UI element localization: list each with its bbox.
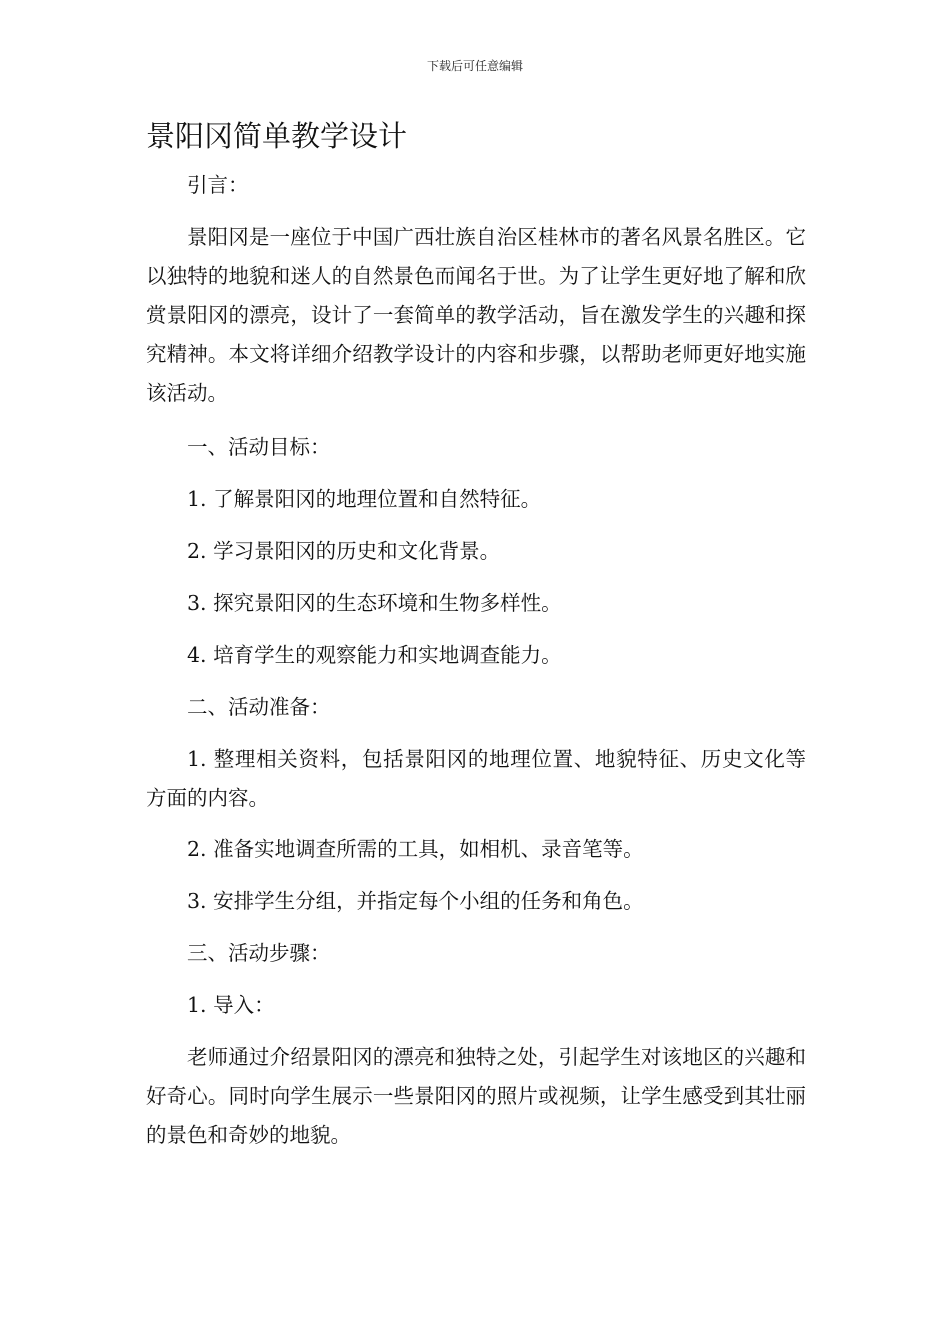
intro-label: 引言： xyxy=(187,173,249,197)
preparation-item: 1. 整理相关资料，包括景阳冈的地理位置、地貌特征、历史文化等方面的内容。 xyxy=(146,747,806,810)
intro-paragraph: 景阳冈是一座位于中国广西壮族自治区桂林市的著名风景名胜区。它以独特的地貌和迷人的自然景色而闻名于世。为了让学生更好地了解和欣赏景阳冈的漂亮，设计了一套简单的教学活动，旨在激发学生的兴趣和探究精神。本文将详细介绍教学设计的内容和步骤，以帮助老师更好地实施该活动。 xyxy=(146,225,806,405)
document-body xyxy=(146,166,806,1168)
step-label: 1. 导入： xyxy=(187,993,275,1017)
section-heading-steps: 三、活动步骤： xyxy=(187,941,331,965)
section-heading-preparation: 二、活动准备： xyxy=(187,695,331,719)
preparation-item: 2. 准备实地调查所需的工具，如相机、录音笔等。 xyxy=(187,837,644,861)
document-title: 景阳冈简单教学设计 xyxy=(146,119,408,153)
section-heading-goals: 一、活动目标： xyxy=(187,435,331,459)
goal-item: 2. 学习景阳冈的历史和文化背景。 xyxy=(187,539,501,563)
goal-item: 3. 探究景阳冈的生态环境和生物多样性。 xyxy=(187,591,562,615)
goal-item: 1. 了解景阳冈的地理位置和自然特征。 xyxy=(187,487,542,511)
step-paragraph: 老师通过介绍景阳冈的漂亮和独特之处，引起学生对该地区的兴趣和好奇心。同时向学生展示一些景阳冈的照片或视频，让学生感受到其壮丽的景色和奇妙的地貌。 xyxy=(146,1045,806,1147)
preparation-item: 3. 安排学生分组，并指定每个小组的任务和角色。 xyxy=(187,889,644,913)
page-header: 下载后可任意编辑 xyxy=(426,59,523,73)
goal-item: 4. 培育学生的观察能力和实地调查能力。 xyxy=(187,643,562,667)
